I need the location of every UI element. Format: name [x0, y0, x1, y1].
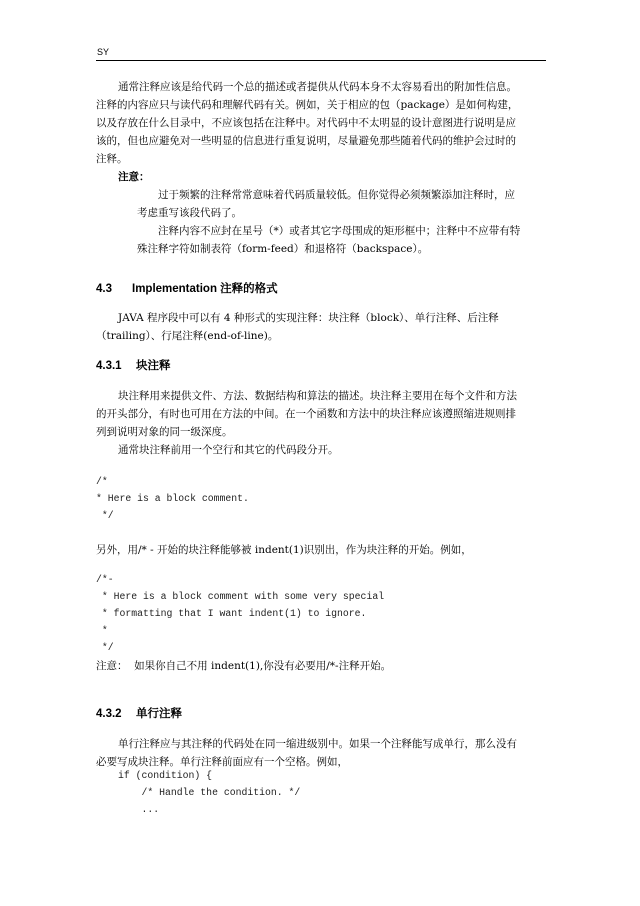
code-block-2-line-3: * formatting that I want indent(1) to ignore. — [96, 608, 367, 619]
section-4-3-line-1: JAVA 程序段中可以有 4 种形式的实现注释：块注释（block）、单行注释、后注释 — [118, 312, 499, 324]
code-block-1-line-1: /* — [96, 476, 108, 487]
code-block-2-line-5: */ — [96, 642, 114, 653]
section-title: Implementation 注释的格式 — [132, 283, 278, 295]
single-line-comment-line-2: 必要写成块注释。单行注释前面应有一个空格。例如， — [96, 756, 348, 768]
block-comment-line-3: 列到说明对象的同一级深度。 — [96, 426, 233, 438]
section-number: 4.3.1 — [96, 360, 122, 372]
single-line-comment-line-1: 单行注释应与其注释的代码处在同一缩进级别中。如果一个注释能写成单行，那么没有 — [118, 738, 517, 750]
intro-line-1: 通常注释应该是给代码一个总的描述或者提供从代码本身不太容易看出的附加性信息。 — [118, 81, 517, 93]
section-heading-4-3-1 — [96, 357, 171, 373]
code-block-1-line-3: */ — [96, 510, 114, 521]
section-number: 4.3.2 — [96, 708, 122, 720]
code-block-3-line-3: ... — [118, 804, 160, 815]
section-title: 块注释 — [136, 360, 171, 372]
code-block-2-line-4: * — [96, 625, 108, 636]
header-rule — [96, 60, 546, 61]
note1-line-2: 考虑重写该段代码了。 — [137, 207, 242, 219]
section-title: 单行注释 — [136, 708, 182, 720]
section-4-3-line-2: （trailing）、行尾注释(end-of-line)。 — [96, 330, 279, 342]
block-comment-line-1: 块注释用来提供文件、方法、数据结构和算法的描述。块注释主要用在每个文件和方法 — [118, 390, 517, 402]
code-block-2-line-2: * Here is a block comment with some very special — [96, 591, 385, 602]
indent-note: 注意： 如果你自己不用 indent(1),你没有必要用/*-注释开始。 — [96, 660, 392, 672]
indent-paragraph: 另外，用/* - 开始的块注释能够被 indent(1)识别出，作为块注释的开始。例如， — [96, 544, 472, 556]
section-heading-4-3 — [96, 280, 278, 296]
note1-line-1: 过于频繁的注释常常意味着代码质量较低。但你觉得必须频繁添加注释时，应 — [158, 189, 515, 201]
note2-line-2: 殊注释字符如制表符（form-feed）和退格符（backspace）。 — [137, 243, 429, 255]
section-heading-4-3-2 — [96, 705, 182, 721]
intro-line-5: 注释。 — [96, 153, 128, 165]
code-block-1-line-2: * Here is a block comment. — [96, 493, 249, 504]
section-number: 4.3 — [96, 283, 112, 295]
block-comment-line-4: 通常块注释前用一个空行和其它的代码段分开。 — [118, 444, 339, 456]
block-comment-line-2: 的开头部分，有时也可用在方法的中间。在一个函数和方法中的块注释应该遵照缩进规则排 — [96, 408, 516, 420]
running-header: SY — [97, 47, 110, 57]
intro-line-2: 注释的内容应只与读代码和理解代码有关。例如，关于相应的包（package）是如何构建， — [96, 99, 519, 111]
code-block-3-line-2: /* Handle the condition. */ — [118, 787, 301, 798]
intro-line-3: 以及存放在什么目录中，不应该包括在注释中。对代码中不太明显的设计意图进行说明是应 — [96, 117, 516, 129]
code-block-3-line-1: if (condition) { — [118, 770, 213, 781]
note-label: 注意： — [118, 171, 150, 183]
code-block-2-line-1: /*- — [96, 574, 114, 585]
intro-line-4: 该的，但也应避免对一些明显的信息进行重复说明，尽量避免那些随着代码的维护会过时的 — [96, 135, 516, 147]
note2-line-1: 注释内容不应封在星号（*）或者其它字母围成的矩形框中；注释中不应带有特 — [158, 225, 521, 237]
